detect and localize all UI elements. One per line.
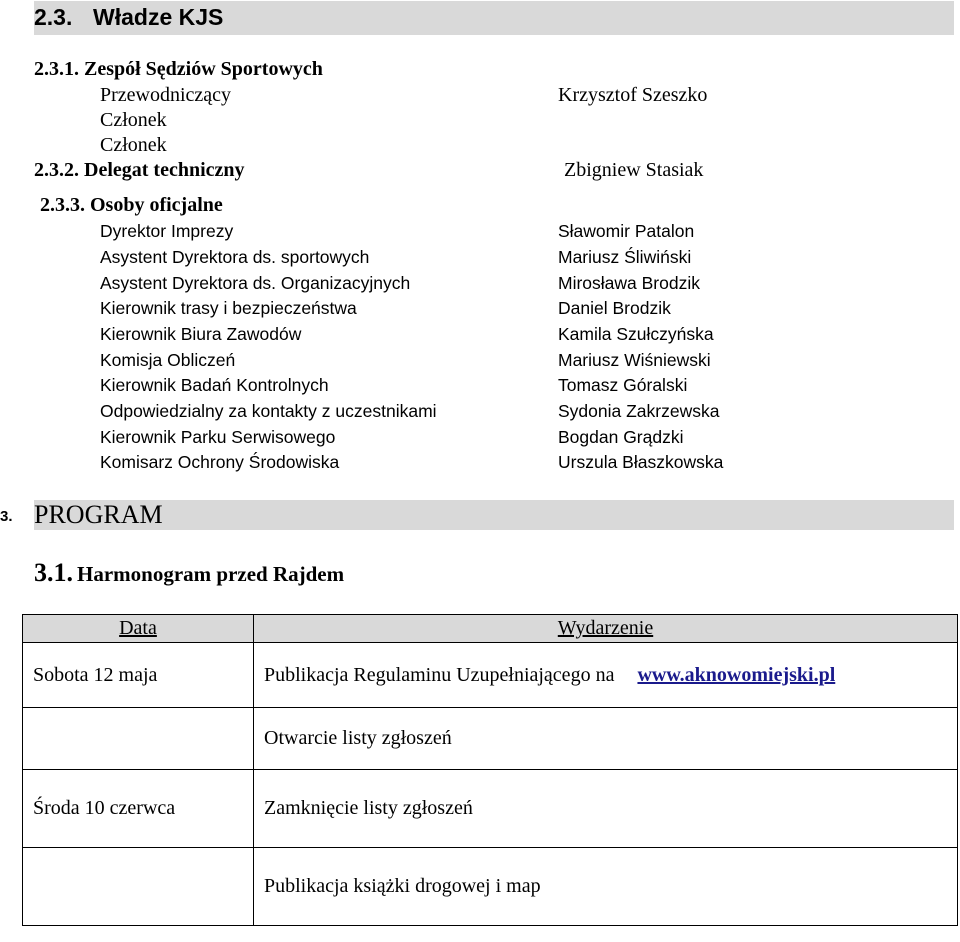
s233-heading: 2.3.3. Osoby oficjalne [40,194,223,216]
schedule-event: Zamknięcie listy zgłoszeń [254,770,958,848]
s233-name-10: Urszula Błaszkowska [558,452,724,472]
s233-name-4: Daniel Brodzik [558,298,671,318]
s233-role-9: Kierownik Parku Serwisowego [100,427,336,447]
s233-name-8: Sydonia Zakrzewska [558,401,720,421]
table-row [23,643,958,708]
section-23-number: 2.3. [34,4,73,30]
website-link[interactable]: www.aknowomiejski.pl [637,663,836,686]
s231-name-1: Krzysztof Szeszko [558,84,708,106]
s231-role-3: Członek [100,134,167,156]
s233-name-9: Bogdan Grądzki [558,427,684,447]
schedule-event: Otwarcie listy zgłoszeń [254,708,958,770]
s31-title: Harmonogram przed Rajdem [77,562,345,586]
section-23-title: Władze KJS [93,4,224,30]
s233-role-3: Asystent Dyrektora ds. Organizacyjnych [100,273,411,293]
s233-name-6: Mariusz Wiśniewski [558,350,711,370]
schedule-date: Sobota 12 maja [23,643,254,708]
schedule-header-event: Wydarzenie [254,615,958,643]
table-row [23,848,958,926]
schedule-event: Publikacja Regulaminu Uzupełniającego na [264,663,615,686]
section-3-number: 3. [0,508,13,525]
s233-role-8: Odpowiedzialny za kontakty z uczestnikami [100,401,437,421]
schedule-date: Środa 10 czerwca [23,770,254,848]
schedule-header-date: Data [23,615,254,643]
s233-role-7: Kierownik Badań Kontrolnych [100,375,329,395]
s233-name-7: Tomasz Góralski [558,375,688,395]
schedule-header-row [23,615,958,643]
schedule-date [23,708,254,770]
section-3-band [34,500,954,530]
s233-name-3: Mirosława Brodzik [558,273,700,293]
s233-role-5: Kierownik Biura Zawodów [100,324,302,344]
s233-name-5: Kamila Szułczyńska [558,324,714,344]
s233-role-10: Komisarz Ochrony Środowiska [100,452,340,472]
schedule-event: Publikacja książki drogowej i map [254,848,958,926]
table-row [23,770,958,848]
s231-heading: 2.3.1. Zespół Sędziów Sportowych [34,58,323,80]
table-row [23,708,958,770]
schedule-date [23,848,254,926]
s233-role-2: Asystent Dyrektora ds. sportowych [100,247,370,267]
s232-heading: 2.3.2. Delegat techniczny [34,159,245,181]
s233-name-1: Sławomir Patalon [558,221,695,241]
s233-role-4: Kierownik trasy i bezpieczeństwa [100,298,357,318]
s31-number: 3.1. [34,558,73,587]
s233-role-6: Komisja Obliczeń [100,350,236,370]
s233-name-2: Mariusz Śliwiński [558,247,692,267]
schedule-event-cell [254,643,958,708]
schedule-table [22,614,958,926]
section-3-title: PROGRAM [34,500,163,529]
s231-role-2: Członek [100,109,167,131]
s232-name: Zbigniew Stasiak [564,159,704,181]
s233-role-1: Dyrektor Imprezy [100,221,234,241]
s231-role-1: Przewodniczący [100,84,232,106]
